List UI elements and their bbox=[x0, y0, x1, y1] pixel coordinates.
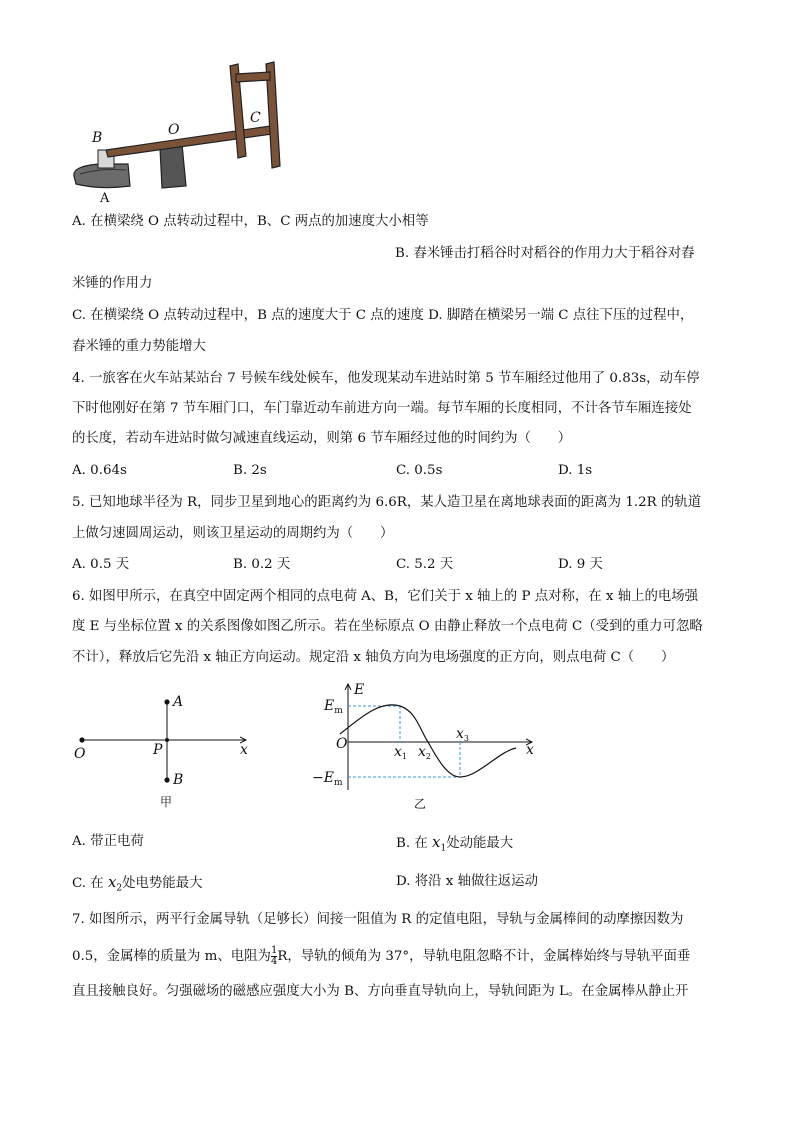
q7-stem-line1: 7. 如图所示，两平行金属导轨（足够长）间接一阻值为 R 的定值电阻，导轨与金属棒间的动摩擦因数为 bbox=[72, 912, 684, 927]
label-C: C bbox=[250, 110, 261, 126]
jia-label-A: A bbox=[173, 694, 184, 710]
jia-label-P: P bbox=[153, 742, 163, 758]
origin-point bbox=[79, 737, 84, 742]
q3-option-d-line2: 舂米锤的重力势能增大 bbox=[72, 339, 206, 354]
q5-option-b: B. 0.2 天 bbox=[233, 557, 291, 572]
q6-stem-line2: 度 E 与坐标位置 x 的关系图像如图乙所示。若在坐标原点 O 由静止释放一个点电荷 C（受到的重力可忽略 bbox=[72, 619, 703, 634]
jia-label-O: O bbox=[74, 746, 86, 762]
label-O: O bbox=[168, 122, 180, 138]
q4-stem-line1: 4. 一旅客在火车站某站台 7 号候车线处候车，他发现某动车进站时第 5 节车厢经过他用了 0.83s，动车停 bbox=[72, 371, 700, 386]
label-B: B bbox=[92, 130, 103, 146]
q5-option-c: C. 5.2 天 bbox=[396, 557, 454, 572]
q4-option-c: C. 0.5s bbox=[396, 463, 443, 478]
charge-B bbox=[164, 777, 169, 782]
charge-A bbox=[164, 699, 169, 704]
pounder-figure bbox=[70, 56, 300, 206]
q3-option-a: A. 在横梁绕 O 点转动过程中，B、C 两点的加速度大小相等 bbox=[72, 214, 429, 229]
yi-label-Em: $E_m$ bbox=[324, 698, 343, 716]
yi-label-neg-Em: $-E_m$ bbox=[312, 770, 343, 788]
q6-option-a: A. 带正电荷 bbox=[72, 834, 144, 849]
yi-label-x3: $x_3$ bbox=[456, 726, 469, 743]
q7-stem-line2: 0.5，金属棒的质量为 m、电阻为 $\frac{1}{4}$ R，导轨的倾角为 37°，导轨电阻忽略不计，金属棒始终与导轨平面垂 bbox=[72, 945, 691, 967]
q5-option-d: D. 9 天 bbox=[558, 557, 603, 572]
yi-label-x2: $x_2$ bbox=[418, 744, 431, 761]
point-P bbox=[165, 738, 169, 742]
q4-option-a: A. 0.64s bbox=[72, 463, 127, 478]
q4-stem-line2: 下时他刚好在第 7 节车厢门口，车门靠近动车前进方向一端。每节车厢的长度相同，不计各节车厢连接处 bbox=[72, 401, 692, 416]
q6-option-d: D. 将沿 x 轴做往返运动 bbox=[396, 874, 538, 889]
frame-crossbar bbox=[236, 72, 270, 82]
q6-stem-line3: 不计），释放后它先沿 x 轴正方向运动。规定沿 x 轴负方向为电场强度的正方向，则点电荷 C（ ） bbox=[72, 650, 675, 665]
yi-caption: 乙 bbox=[414, 797, 427, 811]
q4-option-d: D. 1s bbox=[558, 463, 593, 478]
yi-label-x: x bbox=[526, 742, 534, 758]
q5-stem-line1: 5. 已知地球半径为 R，同步卫星到地心的距离约为 6.6R，某人造卫星在离地球表面的距离为 1.2R 的轨道 bbox=[72, 495, 702, 510]
yi-label-x1: $x_1$ bbox=[394, 744, 407, 761]
fraction-one-quarter: $\frac{1}{4}$ bbox=[270, 945, 278, 967]
label-A: A bbox=[100, 191, 110, 206]
q7-stem-line3: 直且接触良好。匀强磁场的磁感应强度大小为 B、方向垂直导轨向上，导轨间距为 L。在金属棒从静止开 bbox=[72, 984, 689, 999]
jia-label-x: x bbox=[240, 742, 248, 758]
q6-stem-line1: 6. 如图甲所示，在真空中固定两个相同的点电荷 A、B，它们关于 x 轴上的 P 点对称，在 x 轴上的电场强 bbox=[72, 589, 699, 604]
q5-stem-line2: 上做匀速圆周运动，则该卫星运动的周期约为（ ） bbox=[72, 526, 394, 541]
jia-caption: 甲 bbox=[160, 795, 173, 809]
q4-option-b: B. 2s bbox=[233, 463, 267, 478]
pivot-post bbox=[160, 144, 186, 188]
yi-label-E: E bbox=[354, 682, 365, 698]
figure-jia bbox=[70, 684, 260, 814]
q5-option-a: A. 0.5 天 bbox=[72, 557, 130, 572]
jia-label-B: B bbox=[173, 772, 184, 788]
q3-option-b-line1: B. 舂米锤击打稻谷时对稻谷的作用力大于稻谷对舂 bbox=[395, 246, 695, 261]
yi-label-O: O bbox=[336, 736, 348, 752]
q3-option-b-line2: 米锤的作用力 bbox=[72, 276, 153, 291]
q4-stem-line3: 的长度，若动车进站时做匀减速直线运动，则第 6 节车厢经过他的时间约为（ ） bbox=[72, 431, 572, 446]
e-curve bbox=[340, 705, 516, 777]
q3-option-cd-line1: C. 在横梁绕 O 点转动过程中，B 点的速度大于 C 点的速度 D. 脚踏在横梁另一端 C 点往下压的过程中， bbox=[72, 308, 694, 323]
figure-yi bbox=[310, 678, 550, 818]
beam bbox=[106, 126, 272, 157]
q6-option-c: C. 在 $x_2$处电势能最大 bbox=[72, 873, 203, 894]
q6-option-b: B. 在 $x_1$处动能最大 bbox=[396, 833, 514, 854]
